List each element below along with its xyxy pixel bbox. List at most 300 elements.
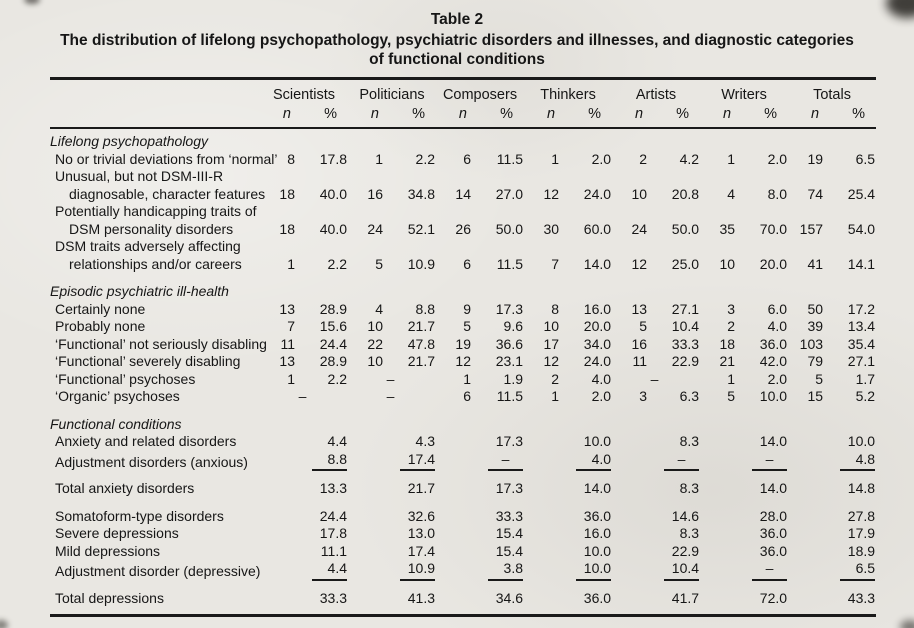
section-2 (50, 406, 876, 616)
table-row (50, 168, 876, 203)
pct-value: 1.7 (855, 370, 876, 387)
table-row (50, 474, 876, 498)
cell-pct (826, 560, 876, 584)
cell-pct (562, 433, 612, 451)
cell-n (788, 433, 826, 451)
n-subheader: n (348, 104, 386, 128)
cell-pct (474, 301, 524, 319)
percent-subheader: % (474, 104, 524, 128)
n-value: 7 (287, 318, 295, 334)
cell-pct (650, 498, 700, 526)
n-value: 1 (727, 370, 736, 387)
n-value: 4 (375, 300, 383, 317)
distribution-table (50, 77, 876, 617)
pct-value: 47.8 (407, 335, 435, 352)
header-spacer (50, 79, 260, 105)
cell-pct (738, 371, 788, 389)
n-value: 18 (719, 335, 736, 352)
pct-value: 36.0 (759, 525, 788, 541)
pct-value: 33.3 (319, 589, 347, 606)
cell-pct (562, 451, 612, 475)
pct-value: 16.0 (583, 300, 612, 317)
cell-pct (562, 560, 612, 584)
cell-n (260, 451, 298, 475)
cell-pct (738, 451, 788, 475)
pct-value: 17.3 (495, 480, 524, 496)
pct-value: 11.5 (496, 255, 524, 272)
cell-n (524, 584, 562, 616)
cell-pct (298, 371, 348, 389)
cell-n (612, 238, 650, 273)
cell-n (524, 318, 562, 336)
cell-pct (738, 560, 788, 584)
cell-pct (738, 584, 788, 616)
n-value: 41 (807, 255, 824, 272)
n-value: 13 (631, 300, 648, 317)
cell-dash (348, 371, 436, 389)
cell-n (700, 560, 738, 584)
cell-pct (738, 301, 788, 319)
cell-n (612, 353, 650, 371)
n-value: 5 (727, 388, 736, 404)
cell-pct (650, 203, 700, 238)
cell-pct (826, 451, 876, 475)
cell-pct (826, 474, 876, 498)
n-value: 19 (455, 335, 471, 352)
n-value: 7 (551, 255, 560, 272)
cell-pct (474, 318, 524, 336)
cell-n (700, 238, 738, 273)
table-title-line1: The distribution of lifelong psychopathology, psychiatric disorders and illnesses, and diagnostic categories (60, 32, 854, 49)
pct-value: 54.0 (847, 220, 876, 237)
pct-value: 20.0 (759, 255, 788, 272)
cell-n (612, 318, 650, 336)
pct-value: 21.7 (407, 353, 435, 369)
pct-value: 25.0 (671, 255, 700, 272)
cell-n (436, 525, 474, 543)
pct-value: 10.0 (583, 433, 612, 449)
cell-pct (298, 353, 348, 371)
row-label-line2: relationships and/or careers (69, 255, 242, 272)
cell-n (524, 498, 562, 526)
pct-value: 11.5 (496, 388, 524, 404)
cell-pct (298, 151, 348, 169)
cell-pct (386, 238, 436, 273)
cell-n (788, 151, 826, 169)
n-value: 16 (631, 335, 648, 352)
cell-pct (826, 371, 876, 389)
cell-n (436, 371, 474, 389)
cell-n (524, 543, 562, 561)
pct-value: 9.6 (503, 318, 524, 334)
n-value: 1 (463, 370, 471, 387)
cell-pct (826, 168, 876, 203)
cell-n (612, 474, 650, 498)
n-value: 74 (807, 185, 824, 202)
cell-pct (386, 318, 436, 336)
pct-value: 28.9 (319, 300, 347, 317)
n-value: 6 (463, 150, 471, 167)
table-row (50, 498, 876, 526)
n-value: 1 (551, 150, 560, 167)
dash-value: – (386, 370, 395, 387)
dash-value: – (386, 388, 395, 404)
section-1 (50, 273, 876, 406)
n-value: 5 (463, 318, 471, 334)
cell-pct (474, 474, 524, 498)
cell-n (260, 318, 298, 336)
cell-n (700, 474, 738, 498)
pct-value: 33.3 (495, 507, 524, 524)
n-subheader: n (524, 104, 562, 128)
pct-value: 2.2 (415, 150, 435, 167)
cell-n (524, 151, 562, 169)
n-value: 12 (543, 185, 560, 202)
pct-value: 1.9 (503, 370, 524, 387)
cell-n (436, 203, 474, 238)
table-header (50, 79, 876, 129)
cell-pct (298, 238, 348, 273)
pct-value: 8.0 (767, 185, 788, 202)
cell-n (524, 474, 562, 498)
n-value: 5 (815, 370, 824, 387)
pct-value: 10.0 (847, 433, 876, 449)
cell-pct (386, 498, 436, 526)
row-label-cell (50, 203, 260, 238)
pct-value: 36.0 (583, 589, 612, 606)
cell-n (436, 168, 474, 203)
dash-value: – (298, 388, 307, 404)
row-label: Total depressions (55, 589, 164, 606)
table-row (50, 336, 876, 354)
pct-value: 13.3 (319, 480, 347, 496)
row-label-line2: DSM personality disorders (69, 220, 234, 237)
pct-value: 13.0 (407, 525, 435, 541)
pct-value: 17.4 (407, 542, 435, 559)
row-label: No or trivial deviations from ‘normal’ (55, 150, 278, 167)
cell-n (700, 543, 738, 561)
pct-value: 10.9 (407, 255, 435, 272)
cell-n (260, 584, 298, 616)
cell-pct (826, 301, 876, 319)
cell-n (348, 543, 386, 561)
cell-n (348, 301, 386, 319)
pct-value: 13.4 (847, 318, 876, 334)
pct-value: 15.4 (495, 542, 524, 559)
pct-value: 28.0 (759, 507, 788, 524)
row-label-cell (50, 525, 260, 543)
pct-value: 10.4 (664, 560, 699, 581)
row-label: Unusual, but not DSM-III-R (55, 168, 224, 184)
cell-pct (386, 433, 436, 451)
pct-value: 17.8 (319, 525, 347, 541)
cell-pct (650, 336, 700, 354)
n-subheader: n (612, 104, 650, 128)
column-group-header: Thinkers (540, 87, 596, 103)
cell-dash (348, 388, 436, 406)
section-heading-row (50, 406, 876, 434)
pct-value: 50.0 (495, 220, 524, 237)
cell-pct (298, 336, 348, 354)
pct-value: 60.0 (583, 220, 612, 237)
cell-n (612, 525, 650, 543)
cell-pct (474, 168, 524, 203)
pct-value: 25.4 (847, 185, 876, 202)
pct-value: 4.0 (576, 451, 611, 472)
cell-n (260, 203, 298, 238)
pct-value: 43.3 (847, 589, 876, 606)
n-value: 14 (455, 185, 471, 202)
cell-n (700, 318, 738, 336)
cell-pct (562, 498, 612, 526)
scan-artifact (900, 620, 914, 628)
cell-pct (826, 543, 876, 561)
pct-value: 14.0 (759, 480, 788, 496)
percent-subheader: % (386, 104, 436, 128)
section-heading-row (50, 128, 876, 151)
cell-n (436, 560, 474, 584)
pct-value: 10.4 (671, 318, 700, 334)
cell-n (348, 151, 386, 169)
pct-value: 22.9 (671, 542, 700, 559)
cell-pct (650, 433, 700, 451)
pct-value: 28.9 (319, 353, 347, 369)
table-row (50, 203, 876, 238)
row-label-cell (50, 371, 260, 389)
row-label: Probably none (55, 318, 146, 334)
cell-n (436, 584, 474, 616)
pct-value: 40.0 (319, 220, 347, 237)
cell-n (260, 238, 298, 273)
cell-n (788, 203, 826, 238)
cell-pct (650, 584, 700, 616)
cell-pct (474, 203, 524, 238)
pct-value: 14.8 (847, 480, 876, 496)
cell-pct (562, 525, 612, 543)
cell-n (348, 203, 386, 238)
cell-n (524, 388, 562, 406)
cell-n (260, 168, 298, 203)
n-value: 2 (727, 318, 736, 334)
n-value: 10 (367, 318, 383, 334)
row-label: ‘Functional’ not seriously disabling (55, 335, 267, 352)
table-row (50, 318, 876, 336)
cell-n (348, 318, 386, 336)
pct-value: – (488, 451, 523, 472)
cell-pct (650, 301, 700, 319)
cell-n (700, 584, 738, 616)
cell-pct (826, 336, 876, 354)
n-subheader: n (788, 104, 826, 128)
cell-pct (562, 543, 612, 561)
pct-value: 52.1 (407, 220, 435, 237)
cell-pct (738, 203, 788, 238)
n-value: 9 (463, 300, 471, 317)
cell-pct (298, 474, 348, 498)
cell-pct (474, 151, 524, 169)
row-label-line2: diagnosable, character features (69, 185, 266, 202)
n-value: 18 (279, 220, 295, 237)
cell-n (612, 203, 650, 238)
n-value: 24 (631, 220, 648, 237)
n-value: 17 (543, 335, 560, 352)
cell-n (788, 560, 826, 584)
n-value: 3 (727, 300, 736, 317)
cell-pct (386, 560, 436, 584)
pct-value: 36.0 (759, 335, 788, 352)
cell-n (260, 560, 298, 584)
cell-n (436, 451, 474, 475)
cell-pct (562, 238, 612, 273)
pct-value: 21.7 (407, 318, 435, 334)
row-label: ‘Functional’ psychoses (55, 370, 196, 387)
n-value: 15 (807, 388, 824, 404)
cell-pct (826, 238, 876, 273)
column-group-header: Writers (721, 87, 767, 103)
pct-value: 8.3 (679, 480, 700, 496)
pct-value: 6.5 (840, 560, 875, 581)
pct-value: 14.0 (583, 255, 612, 272)
percent-subheader: % (650, 104, 700, 128)
table-row (50, 525, 876, 543)
pct-value: 10.0 (583, 542, 612, 559)
cell-pct (562, 371, 612, 389)
cell-n (612, 433, 650, 451)
n-subheader: n (260, 104, 298, 128)
n-value: 103 (799, 335, 824, 352)
cell-pct (826, 203, 876, 238)
cell-n (348, 584, 386, 616)
cell-pct (650, 560, 700, 584)
cell-pct (298, 584, 348, 616)
pct-value: 2.2 (327, 370, 347, 387)
group-header-row (50, 79, 876, 105)
dash-value: – (650, 370, 659, 387)
pct-value: 24.4 (319, 507, 347, 524)
cell-n (260, 433, 298, 451)
cell-n (524, 433, 562, 451)
cell-pct (298, 318, 348, 336)
cell-pct (650, 388, 700, 406)
n-value: 79 (807, 353, 824, 369)
n-value: 1 (287, 255, 295, 272)
cell-pct (826, 584, 876, 616)
cell-pct (826, 318, 876, 336)
cell-n (612, 584, 650, 616)
column-group-header: Composers (442, 87, 518, 103)
row-label-cell (50, 451, 260, 475)
n-value: 19 (807, 150, 824, 167)
row-label: Somatoform-type disorders (55, 507, 224, 524)
table-caption (0, 10, 914, 69)
section-heading-row (50, 273, 876, 301)
cell-n (700, 203, 738, 238)
pct-value: 15.4 (495, 525, 524, 541)
cell-n (788, 474, 826, 498)
table-number: Table 2 (430, 11, 484, 28)
n-value: 8 (551, 300, 560, 317)
pct-value: 2.0 (767, 370, 788, 387)
pct-value: 32.6 (407, 507, 435, 524)
pct-value: 5.2 (855, 388, 876, 404)
n-value: 10 (543, 318, 560, 334)
cell-pct (650, 353, 700, 371)
cell-n (788, 301, 826, 319)
cell-pct (738, 543, 788, 561)
cell-pct (738, 433, 788, 451)
cell-pct (386, 203, 436, 238)
n-value: 35 (719, 220, 736, 237)
pct-value: 33.3 (671, 335, 700, 352)
percent-subheader: % (738, 104, 788, 128)
pct-value: 27.1 (847, 353, 876, 369)
pct-value: 6.0 (767, 300, 788, 317)
cell-n (700, 371, 738, 389)
cell-n (436, 474, 474, 498)
cell-n (700, 353, 738, 371)
cell-pct (298, 433, 348, 451)
cell-n (436, 388, 474, 406)
row-label: Anxiety and related disorders (55, 433, 237, 449)
cell-n (348, 560, 386, 584)
cell-pct (562, 584, 612, 616)
cell-n (788, 498, 826, 526)
row-label-cell (50, 335, 267, 354)
pct-value: 35.4 (847, 335, 876, 352)
cell-pct (298, 301, 348, 319)
cell-n (612, 336, 650, 354)
cell-n (788, 318, 826, 336)
cell-n (436, 543, 474, 561)
cell-pct (562, 301, 612, 319)
cell-pct (474, 560, 524, 584)
cell-n (524, 238, 562, 273)
section-heading: Functional conditions (50, 415, 182, 432)
column-group-header: Artists (635, 87, 677, 103)
cell-n (612, 301, 650, 319)
row-label: Adjustment disorders (anxious) (55, 453, 248, 470)
n-value: 10 (367, 353, 383, 369)
n-value: 1 (727, 150, 736, 167)
row-label: Total anxiety disorders (55, 480, 195, 496)
cell-pct (386, 336, 436, 354)
pct-value: 23.1 (495, 353, 524, 369)
cell-pct (738, 498, 788, 526)
pct-value: 72.0 (759, 589, 788, 606)
n-subheader: n (700, 104, 738, 128)
row-label-cell (50, 301, 260, 319)
cell-n (348, 433, 386, 451)
pct-value: 24.0 (583, 185, 612, 202)
pct-value: 17.3 (495, 433, 524, 449)
n-value: 1 (287, 370, 295, 387)
pct-value: 24.4 (319, 335, 347, 352)
cell-pct (562, 388, 612, 406)
cell-pct (386, 151, 436, 169)
cell-pct (738, 474, 788, 498)
table-row (50, 353, 876, 371)
cell-pct (562, 474, 612, 498)
cell-n (260, 543, 298, 561)
n-subheader: n (436, 104, 474, 128)
cell-n (524, 301, 562, 319)
pct-value: 50.0 (671, 220, 700, 237)
row-label-cell (50, 498, 260, 526)
pct-value: 6.3 (679, 388, 700, 404)
pct-value: 2.2 (327, 255, 347, 272)
cell-pct (298, 168, 348, 203)
cell-pct (738, 353, 788, 371)
